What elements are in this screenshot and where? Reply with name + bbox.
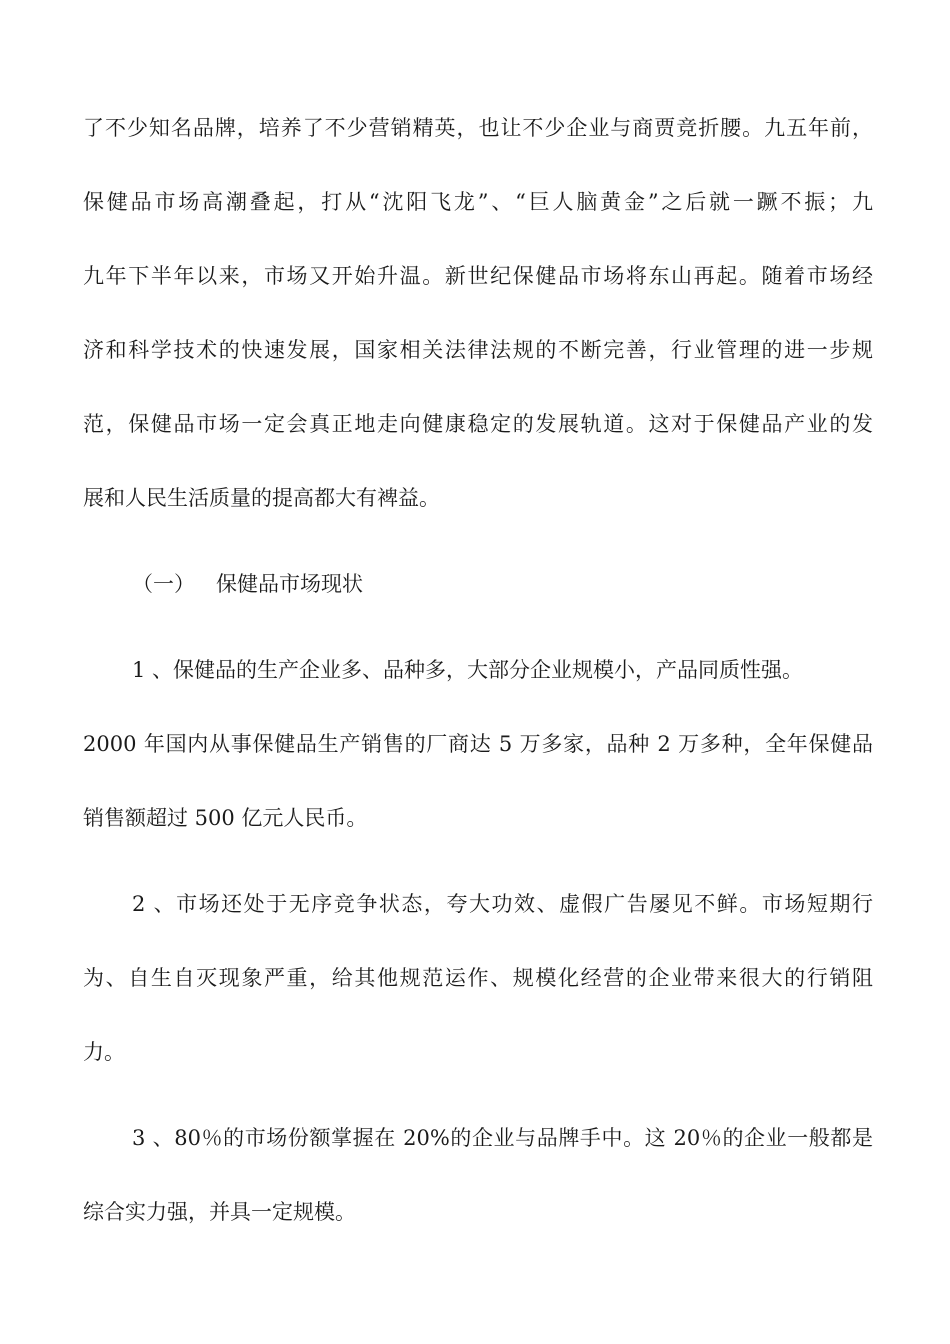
section-number: （一） <box>132 572 195 596</box>
text-line: 2000 年国内从事保健品生产销售的厂商达 5 万多家，品种 2 万多种，全年保健品 <box>83 732 873 756</box>
text-line: 销售额超过 500 亿元人民币。 <box>83 806 368 830</box>
text-line: 范，保健品市场一定会真正地走向健康稳定的发展轨道。这对于保健品产业的发 <box>83 412 873 436</box>
text-line: 3 、80％的市场份额掌握在 20%的企业与品牌手中。这 20％的企业一般都是 <box>132 1126 873 1150</box>
text-line: 2 、市场还处于无序竞争状态，夸大功效、虚假广告屡见不鲜。市场短期行 <box>132 892 873 916</box>
section-title: 保健品市场现状 <box>216 572 363 596</box>
text-line: 济和科学技术的快速发展，国家相关法律法规的不断完善，行业管理的进一步规 <box>83 338 873 362</box>
text-line: 力。 <box>83 1040 125 1064</box>
text-line: 综合实力强，并具一定规模。 <box>83 1200 356 1224</box>
text-line: 1 、保健品的生产企业多、品种多，大部分企业规模小，产品同质性强。 <box>132 658 804 682</box>
text-line: 九年下半年以来，市场又开始升温。新世纪保健品市场将东山再起。随着市场经 <box>83 264 873 288</box>
text-line: 保健品市场高潮叠起，打从“沈阳飞龙”、“巨人脑黄金”之后就一蹶不振；九 <box>83 190 873 214</box>
text-line: 了不少知名品牌，培养了不少营销精英，也让不少企业与商贾竞折腰。九五年前， <box>83 116 873 140</box>
text-line: 为、自生自灭现象严重，给其他规范运作、规模化经营的企业带来很大的行销阻 <box>83 966 873 990</box>
text-line: 展和人民生活质量的提高都大有裨益。 <box>83 486 440 510</box>
section-heading <box>132 569 532 599</box>
